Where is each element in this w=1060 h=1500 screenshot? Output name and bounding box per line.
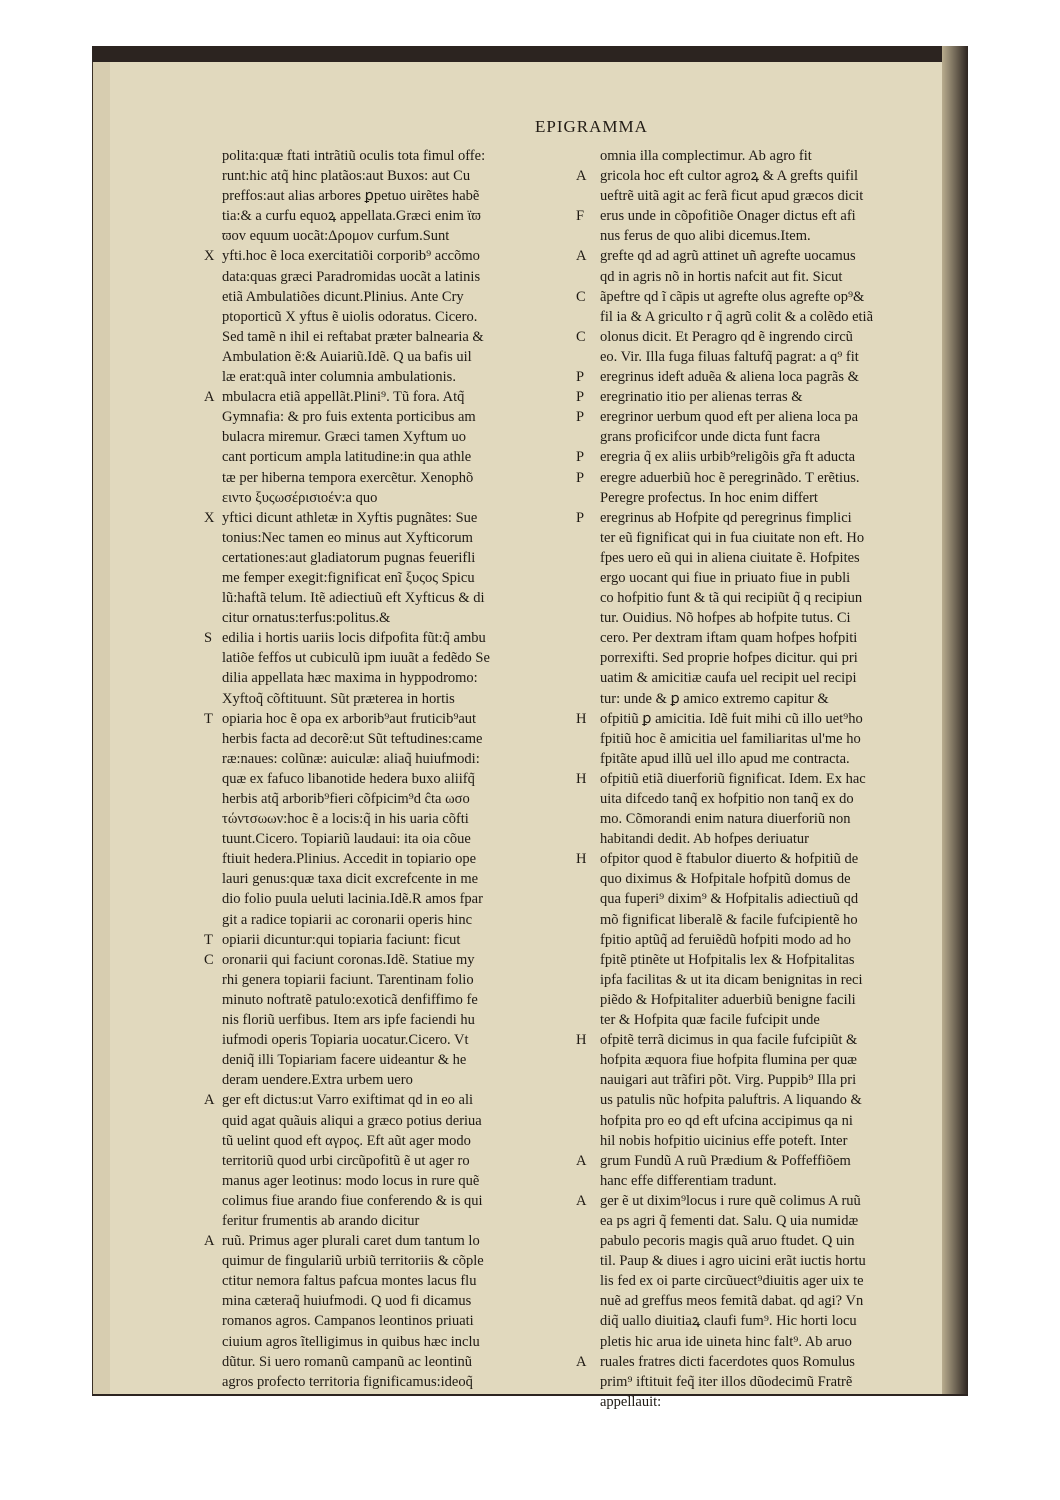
margin-index-letter: X — [204, 509, 215, 526]
text-line — [600, 307, 944, 327]
line-text: ræ:naues: colũnæ: auiculæ: aliaq̃ huiufmodi: — [222, 750, 480, 767]
text-line — [600, 930, 944, 950]
text-line — [576, 367, 944, 387]
line-text: fpitẽ ptinẽte ut Hofpitalis lex & Hofpitalitas — [600, 951, 855, 968]
text-line — [576, 468, 944, 488]
text-line — [600, 668, 944, 688]
line-text: eregre aduerbiũ hoc ẽ peregrinãdo. T erẽtius. — [600, 469, 860, 486]
line-text: polita:quæ ftati intrãtiũ oculis tota fimul offe: — [222, 148, 486, 164]
line-text: quæ ex fafuco libanotide hedera buxo aliifq̃ — [222, 770, 475, 787]
line-text: qua fuperi⁹ dixim⁹ & Hofpitalis adiectiuũ qd — [600, 891, 859, 908]
text-line — [222, 267, 562, 287]
line-text: ruũ. Primus ager plurali caret dum tantum lo — [222, 1233, 480, 1250]
line-text: appellauit: — [600, 1393, 662, 1410]
text-line — [222, 1050, 562, 1070]
line-text: ptoporticũ X yftus ẽ uiolis odoratus. Cicero. — [222, 308, 478, 325]
line-text: runt:hic atq̃ hinc platãos:aut Buxos: aut Cu — [222, 168, 471, 185]
text-line — [222, 1010, 562, 1030]
line-text: dũtur. Si uero romanũ campanũ ac leontinũ — [222, 1353, 473, 1370]
scanned-page-photo — [92, 46, 968, 1410]
text-line — [576, 387, 944, 407]
text-line — [222, 488, 562, 508]
text-line — [600, 588, 944, 608]
line-text: quo diximus & Hofpitale hofpitũ domus de — [600, 871, 851, 888]
text-line — [204, 1090, 562, 1110]
line-text: territoriũ quod urbi circũpofitũ ẽ ut ager ro — [222, 1152, 470, 1169]
text-line — [222, 1271, 562, 1291]
text-line — [222, 287, 562, 307]
line-text: Gymnafia: & pro fuis extenta porticibus am — [222, 409, 476, 426]
line-text: pabulo pecoris magis quã aruo ftudet. Q uin — [600, 1233, 855, 1250]
text-line — [222, 648, 562, 668]
text-line — [204, 387, 562, 407]
line-text: ofpitor quod ẽ ftabulor diuerto & hofpitiũ de — [600, 851, 859, 868]
line-text: rhi genera topiarii faciunt. Tarentinam folio — [222, 971, 474, 988]
right-text-column — [576, 146, 944, 1412]
text-line — [222, 367, 562, 387]
line-text: omnia illa complectimur. Ab agro fit — [600, 148, 812, 164]
line-text: nuẽ ad greffus meos femitã dabat. qd agi? Vn — [600, 1293, 864, 1310]
text-line — [600, 1311, 944, 1331]
text-line — [600, 910, 944, 930]
line-text: grum Fundũ A ruũ Prædium & Poffeffiõem — [600, 1152, 851, 1169]
text-line — [600, 146, 944, 166]
line-text: oronarii qui faciunt coronas.Idẽ. Statiue my — [222, 951, 475, 968]
text-line — [204, 508, 562, 528]
line-text: co hofpitio funt & tã qui recipiũt q̃ q recipiun — [600, 590, 863, 607]
text-line — [600, 869, 944, 889]
line-text: fil ia & A griculto r q̃ agrũ colit & a colẽdo etiã — [600, 308, 874, 325]
text-line — [222, 970, 562, 990]
line-text: etiã Ambulatiões dicunt.Plinius. Ante Cry — [222, 288, 464, 305]
line-text: bulacra miremur. Græci tamen Xyftum uo — [222, 429, 467, 446]
margin-index-letter: A — [576, 1192, 587, 1209]
line-text: ipfa facilitas & ut ita dicam benignitas in reci — [600, 971, 863, 988]
line-text: eregrinus ideft aduẽa & aliena loca pagrãs & — [600, 369, 859, 386]
line-text: opiaria hoc ẽ opa ex arborib⁹aut fruticib⁹aut — [222, 710, 477, 727]
line-text: eregrinus ab Hofpite qd peregrinus fimplici — [600, 509, 852, 526]
margin-index-letter: H — [576, 851, 587, 868]
line-text: me femper exegit:fignificat enĩ ξυςος Spicu — [222, 569, 475, 586]
text-line — [222, 347, 562, 367]
line-text: cant porticum ampla latitudine:in qua athle — [222, 449, 472, 466]
text-line — [222, 1030, 562, 1050]
line-text: tuunt.Cicero. Topiariũ laudaui: ita oia cõue — [222, 831, 471, 848]
margin-index-letter: A — [576, 1353, 587, 1370]
line-text: olonus dicit. Et Peragro qd ẽ ingrendo circũ — [600, 328, 853, 345]
text-line — [222, 588, 562, 608]
text-line — [204, 628, 562, 648]
text-line — [222, 528, 562, 548]
margin-index-letter: P — [576, 389, 585, 406]
line-text: git a radice topiarii ac coronarii operis hinc — [222, 911, 473, 928]
text-line — [222, 729, 562, 749]
line-text: yfti.hoc ẽ loca exercitatiõi corporib⁹ accõmo — [222, 248, 480, 265]
line-text: deniq̃ illi Topiariam facere uideantur & he — [222, 1052, 467, 1069]
text-line — [222, 1111, 562, 1131]
text-line — [222, 749, 562, 769]
text-line — [576, 508, 944, 528]
text-line — [600, 648, 944, 668]
text-line — [222, 1352, 562, 1372]
text-line — [222, 809, 562, 829]
line-text: ger eft dictus:ut Varro exiftimat qd in eo ali — [222, 1092, 473, 1109]
text-line — [600, 226, 944, 246]
line-text: ciuium agros ĩtelligimus in quibus hæc inclu — [222, 1333, 480, 1350]
line-text: agros profecto territoria fignificamus:ideoq̃ — [222, 1373, 473, 1390]
text-line — [222, 689, 562, 709]
line-text: porrexifti. Sed proprie hofpes dicitur. qui pri — [600, 650, 858, 667]
text-line — [600, 749, 944, 769]
text-line — [600, 628, 944, 648]
text-line — [222, 1171, 562, 1191]
text-line — [600, 1271, 944, 1291]
line-text: ofpitiũ etiã diuerforiũ fignificat. Idem. Ex hac — [600, 770, 866, 787]
line-text: gricola hoc eft cultor agroꝝ & A grefts quifil — [600, 168, 859, 185]
line-text: ueftrẽ uitã agit ac ferã ficut apud græcos dicit — [600, 188, 864, 205]
text-line — [222, 1291, 562, 1311]
line-text: us patulis nũc hofpita paluftris. A liquando & — [600, 1092, 862, 1109]
running-header: EPIGRAMMA — [535, 117, 648, 136]
text-line — [204, 1231, 562, 1251]
line-text: til. Paup & diues i agro uicini erãt iuctis hortu — [600, 1253, 866, 1270]
line-text: ruales fratres dicti facerdotes quos Romulus — [600, 1353, 855, 1370]
line-text: colimus fiue arando fiue conferendo & is qui — [222, 1192, 483, 1209]
text-line — [222, 407, 562, 427]
margin-index-letter: P — [576, 469, 585, 486]
text-line — [222, 1070, 562, 1090]
line-text: eregrinor uerbum quod eft per aliena loca pa — [600, 409, 859, 426]
text-line — [600, 789, 944, 809]
text-line — [222, 327, 562, 347]
line-text: eregria q̃ ex aliis urbib⁹religõis gr̃a ft aducta — [600, 449, 856, 466]
text-line — [600, 970, 944, 990]
line-text: eo. Vir. Illa fuga filuas faltufq̃ pagrat: a q⁹ fit — [600, 348, 859, 365]
text-line — [600, 689, 944, 709]
margin-index-letter: H — [576, 710, 587, 727]
text-line — [222, 226, 562, 246]
text-line — [576, 709, 944, 729]
text-line — [576, 1151, 944, 1171]
line-text: Xyftoq̃ cõftituunt. Sũt præterea in hortis — [222, 690, 455, 707]
text-line — [222, 186, 562, 206]
text-line — [576, 246, 944, 266]
text-line — [600, 990, 944, 1010]
text-line — [600, 608, 944, 628]
line-text: data:quas græci Paradromidas uocãt a latinis — [222, 268, 481, 285]
text-line — [576, 206, 944, 226]
line-text: dio folio puula ueluti lacinia.Idẽ.R amos fpar — [222, 891, 483, 908]
text-line — [222, 829, 562, 849]
line-text: feritur frumentis ab arando dicitur — [222, 1212, 420, 1229]
line-text: herbis atq̃ arborib⁹fieri cõfpicim⁹d ĉta ωσο — [222, 791, 470, 807]
line-text: prim⁹ iftituit feq̃ iter illos dũodecimũ Fratrẽ — [600, 1373, 853, 1390]
line-text: ειντο ξυςωσέρισιοέv:a quo — [222, 489, 378, 506]
text-line — [222, 1251, 562, 1271]
text-line — [600, 488, 944, 508]
text-line — [600, 809, 944, 829]
text-line — [600, 1231, 944, 1251]
line-text: fpitio aptũq̃ ad feruiẽdũ hofpiti modo ad ho — [600, 931, 851, 948]
line-text: fpes uero eũ qui in aliena ciuitate ẽ. Hofpites — [600, 549, 860, 566]
line-text: Sed tamẽ n ihil ei reftabat præter balnearia & — [222, 328, 484, 345]
line-text: ter & Hofpita quæ facile fufcipit unde — [600, 1012, 820, 1029]
line-text: lis fed ex oi parte circũuect⁹diuitis ager uix te — [600, 1273, 864, 1290]
line-text: tonius:Nec tamen eo minus aut Xyfticorum — [222, 529, 473, 546]
text-line — [576, 287, 944, 307]
line-text: fpitãte apud illũ uel illo apud me contracta. — [600, 750, 850, 767]
text-line — [600, 1131, 944, 1151]
margin-index-letter: T — [204, 931, 213, 948]
line-text: preffos:aut alias arbores ꝑpetuo uirẽtes habẽ — [222, 188, 480, 205]
line-text: mo. Cõmorandi enim natura diuerforiũ non — [600, 811, 851, 828]
text-line — [576, 849, 944, 869]
line-text: tur: unde & ꝑ amico extremo capitur & — [600, 690, 829, 707]
line-text: mõ fignificat liberalẽ & facile fufcipientẽ ho — [600, 911, 858, 928]
line-text: piẽdo & Hofpitaliter aduerbiũ benigne facili — [600, 991, 856, 1008]
text-line — [600, 1111, 944, 1131]
line-text: grefte qd ad agrũ attinet uñ agrefte uocamus — [600, 248, 856, 265]
line-text: ctitur nemora faltus pafcua montes lacus flu — [222, 1273, 477, 1290]
line-text: diq̃ uallo diuitiaꝝ claufi fum⁹. Hic horti locu — [600, 1313, 857, 1330]
text-line — [222, 468, 562, 488]
margin-index-letter: A — [204, 1233, 215, 1250]
text-line — [600, 1171, 944, 1191]
text-line — [222, 1332, 562, 1352]
margin-index-letter: H — [576, 770, 587, 787]
line-text: romanos agros. Campanos leontinos priuati — [222, 1313, 474, 1330]
line-text: quid agat quãuis aliqui a græco potius deriua — [222, 1112, 482, 1129]
line-text: edilia i hortis uariis locis difpofita fũt:q̃ ambu — [222, 630, 486, 647]
line-text: tia:& a curfu equoꝝ appellata.Græci enim ϊϖ — [222, 208, 481, 225]
line-text: deram uendere.Extra urbem uero — [222, 1072, 413, 1089]
text-line — [204, 246, 562, 266]
line-text: grans proficifcor unde dicta funt facra — [600, 429, 821, 446]
line-text: nus ferus de quo alibi dicemus.Item. — [600, 228, 811, 245]
text-line — [222, 608, 562, 628]
margin-index-letter: P — [576, 509, 585, 526]
line-text: manus ager leotinus: modo locus in rure quẽ — [222, 1172, 480, 1189]
text-line — [600, 1392, 944, 1412]
line-text: minuto noftratẽ patulo:exoticã denfiffimo fe — [222, 991, 478, 1008]
text-line — [600, 548, 944, 568]
text-line — [600, 1291, 944, 1311]
text-line — [222, 427, 562, 447]
line-text: certationes:aut gladiatorum pugnas feuerifli — [222, 549, 476, 566]
text-line — [222, 1372, 562, 1392]
text-line — [600, 1251, 944, 1271]
margin-index-letter: A — [204, 389, 215, 406]
margin-index-letter: A — [204, 1092, 215, 1109]
text-line — [204, 709, 562, 729]
text-line — [600, 829, 944, 849]
text-line — [600, 1211, 944, 1231]
line-text: ter eũ fignificat qui in fua ciuitate non eft. Ho — [600, 529, 865, 546]
text-line — [600, 729, 944, 749]
line-text: hofpita pro eo qd eft ufcina accipimus qa ni — [600, 1112, 853, 1129]
line-text: pletis hic arua ide uineta hinc falt⁹. Ab aruo — [600, 1333, 852, 1350]
text-line — [222, 869, 562, 889]
text-line — [600, 568, 944, 588]
text-line — [222, 447, 562, 467]
line-text: eregrinatio itio per alienas terras & — [600, 389, 803, 406]
margin-index-letter: P — [576, 449, 585, 466]
text-line — [600, 1010, 944, 1030]
margin-index-letter: X — [204, 248, 215, 265]
text-line — [600, 1090, 944, 1110]
text-line — [222, 789, 562, 809]
text-line — [600, 1050, 944, 1070]
text-line — [222, 1191, 562, 1211]
line-text: ea ps agri q̃ fementi dat. Salu. Q uia numidæ — [600, 1212, 859, 1229]
text-line — [222, 166, 562, 186]
line-text: ofpitiũ ꝑ amicitia. Idẽ fuit mihi cũ illo uet⁹ho — [600, 710, 863, 727]
text-line — [222, 146, 562, 166]
text-line — [222, 548, 562, 568]
text-line — [576, 407, 944, 427]
text-line — [576, 1030, 944, 1050]
line-text: Ambulation ẽ:& Auiariũ.Idẽ. Q ua bafis uil — [222, 348, 472, 365]
line-text: fpitiũ hoc ẽ amicitia uel familiaritas ul'me ho — [600, 730, 861, 747]
line-text: ãpeftre qd ĩ cãpis ut agrefte olus agrefte op⁹& — [600, 288, 865, 305]
text-line — [576, 447, 944, 467]
line-text: hanc effe differentiam tradunt. — [600, 1172, 777, 1189]
line-text: quimur de fingulariũ urbiũ territoriis & cõple — [222, 1253, 484, 1270]
text-line — [222, 1211, 562, 1231]
text-line — [576, 1191, 944, 1211]
text-line — [222, 1311, 562, 1331]
text-line — [222, 568, 562, 588]
line-text: ger ẽ ut dixim⁹locus i rure quẽ colimus A ruũ — [600, 1192, 861, 1209]
line-text: uita difcedo tanq̃ ex hofpitio non tanq̃ ex do — [600, 791, 854, 807]
text-line — [600, 267, 944, 287]
text-line — [222, 910, 562, 930]
text-line — [222, 307, 562, 327]
line-text: nis floriũ uerfibus. Item ars ipfe faciendi hu — [222, 1012, 475, 1029]
text-line — [600, 1372, 944, 1392]
text-line — [222, 889, 562, 909]
line-text: tæ per hiberna tempora exercẽtur. Xenophõ — [222, 469, 474, 486]
text-line — [600, 427, 944, 447]
text-line — [600, 889, 944, 909]
text-line — [222, 206, 562, 226]
margin-index-letter: S — [204, 630, 213, 647]
line-text: habitandi dedit. Ab hofpes deriuatur — [600, 831, 809, 848]
line-text: τώντσωων:hoc ẽ a locis:q̃ in his uaria cõfti — [222, 811, 469, 828]
text-line — [576, 327, 944, 347]
line-text: Peregre profectus. In hoc enim differt — [600, 489, 818, 506]
margin-index-letter: F — [576, 208, 585, 225]
left-text-column — [204, 146, 562, 1392]
margin-index-letter: P — [576, 409, 585, 426]
line-text: lauri genus:quæ taxa dicit excrefcente in me — [222, 871, 479, 888]
line-text: mina cæteraq̃ huiufmodi. Q uod fi dicamus — [222, 1293, 472, 1310]
page-sheet — [110, 62, 942, 1410]
line-text: uatim & amicitiæ caufa uel recipit uel recipi — [600, 670, 857, 687]
margin-index-letter: P — [576, 369, 585, 386]
line-text: lũ:haftã telum. Itẽ adiectiuũ eft Xyfticus & di — [222, 590, 485, 607]
line-text: opiarii dicuntur:qui topiaria faciunt: ficut — [222, 931, 461, 948]
text-line — [600, 1332, 944, 1352]
margin-index-letter: H — [576, 1032, 587, 1049]
margin-index-letter: A — [576, 248, 587, 265]
text-line — [222, 849, 562, 869]
line-text: erus unde in cõpofitiõe Onager dictus eft afi — [600, 208, 856, 225]
text-line — [222, 668, 562, 688]
line-text: læ erat:quã inter columnia ambulationis. — [222, 369, 456, 386]
text-line — [600, 950, 944, 970]
scan-top-border — [92, 46, 968, 62]
line-text: ϖov equum uocãt:Δρομον curfum.Sunt — [222, 228, 450, 245]
line-text: latiõe feffos ut cubiculũ ipm iuuãt a fedẽdo Se — [222, 650, 490, 667]
line-text: mbulacra etiã appellãt.Plini⁹. Tũ fora. Atq̃ — [222, 389, 465, 406]
margin-index-letter: T — [204, 710, 213, 727]
line-text: hil nobis hofpitio uicinius effe poteft. Inter — [600, 1132, 848, 1149]
text-line — [576, 769, 944, 789]
text-line — [600, 347, 944, 367]
line-text: dilia appellata hæc maxima in hyppodromo: — [222, 670, 478, 687]
line-text: qd in agris nõ in hortis nafcit aut fit. Sicut — [600, 268, 843, 285]
line-text: ergo uocant qui fiue in priuato fiue in publi — [600, 569, 851, 586]
margin-index-letter: C — [576, 288, 586, 305]
margin-index-letter: C — [576, 328, 586, 345]
text-line — [576, 166, 944, 186]
text-line — [222, 990, 562, 1010]
line-text: hofpita æquora fiue hofpita flumina per quæ — [600, 1052, 857, 1069]
line-text: yftici dicunt athletæ in Xyftis pugnãtes: Sue — [222, 509, 478, 526]
line-text: tur. Ouidius. Nõ hofpes ab hofpite tutus. Ci — [600, 610, 851, 627]
text-line — [600, 528, 944, 548]
line-text: ftiuit hedera.Plinius. Accedit in topiario ope — [222, 851, 477, 868]
line-text: citur ornatus:terfus:politus.& — [222, 610, 391, 627]
line-text: iufmodi operis Topiaria uocatur.Cicero. Vt — [222, 1032, 469, 1049]
text-line — [600, 1070, 944, 1090]
line-text: tũ uelint quod eft αγρος. Eft aũt ager modo — [222, 1132, 471, 1149]
line-text: nauigari aut trãfiri põt. Virg. Puppib⁹ Illa pri — [600, 1072, 857, 1089]
margin-index-letter: C — [204, 951, 214, 968]
line-text: ofpitẽ terrã dicimus in qua facile fufcipiũt & — [600, 1032, 858, 1049]
text-line — [222, 1151, 562, 1171]
book-spine-edge — [942, 46, 968, 1396]
text-line — [576, 1352, 944, 1372]
text-line — [600, 186, 944, 206]
line-text: herbis facta ad decorẽ:ut Sũt teftudines:came — [222, 730, 483, 747]
text-line — [204, 930, 562, 950]
line-text: cero. Per dextram iftam quam hofpes hofpiti — [600, 630, 858, 647]
margin-index-letter: A — [576, 1152, 587, 1169]
text-line — [204, 950, 562, 970]
text-line — [222, 769, 562, 789]
margin-index-letter: A — [576, 168, 587, 185]
text-line — [222, 1131, 562, 1151]
